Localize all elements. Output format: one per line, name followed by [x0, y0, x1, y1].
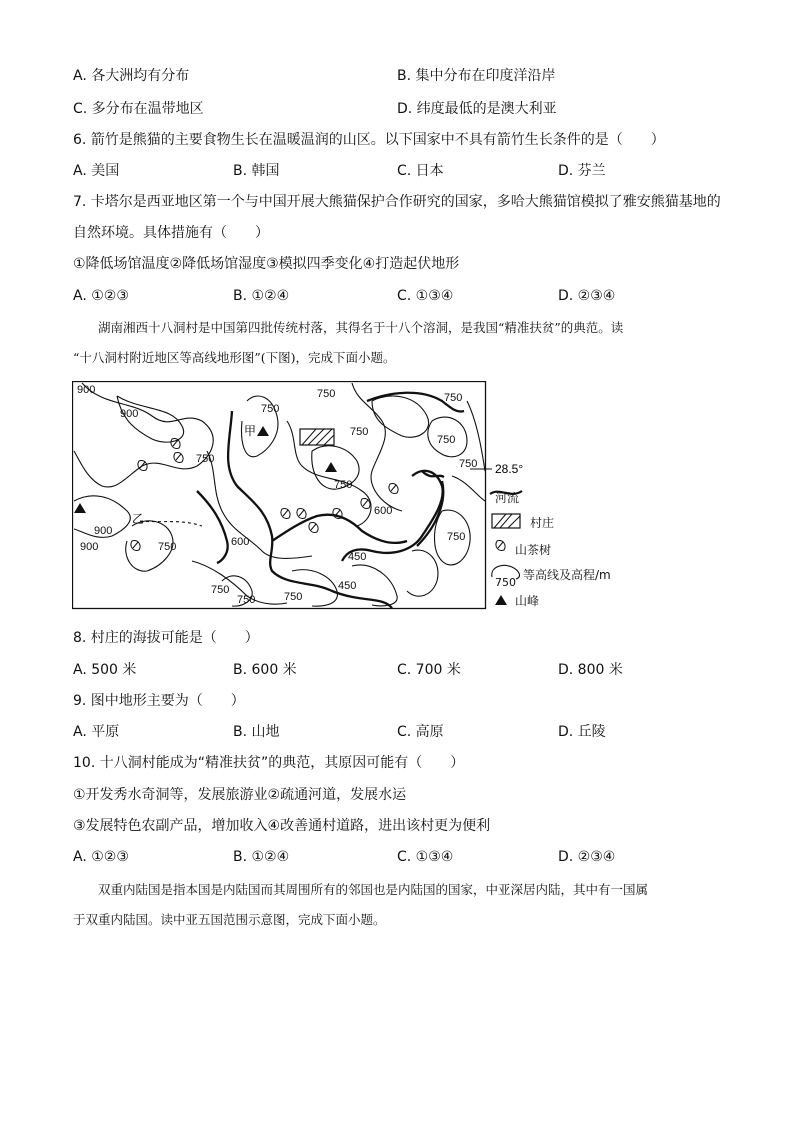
q7-stem-line2: 自然环境。具体措施有（ ）: [73, 225, 269, 241]
q8-option-b: B. 600 米: [233, 662, 297, 678]
legend-village-label: 村庄: [530, 516, 555, 530]
contour-label: 750: [284, 591, 303, 603]
contour-label: 450: [338, 580, 357, 592]
q5-option-d: D. 纬度最低的是澳大利亚: [397, 101, 557, 117]
q10-option-c: C. ①③④: [397, 849, 454, 865]
q9-option-d: D. 丘陵: [558, 724, 606, 740]
q9-option-a: A. 平原: [73, 724, 120, 740]
legend-river-label: 河流: [495, 491, 520, 505]
contour-label: 750: [196, 453, 215, 465]
contour-label: 750: [459, 458, 478, 470]
q10-choices-line1: ①开发秀水奇洞等，发展旅游业②疏通河道，发展水运: [73, 787, 407, 803]
q9-option-b: B. 山地: [233, 724, 280, 740]
q6-option-b: B. 韩国: [233, 163, 280, 179]
contour-label: 450: [348, 551, 367, 563]
contour-label: 750: [317, 388, 336, 400]
q10-option-b: B. ①②④: [233, 849, 290, 865]
legend-contour-label: 等高线及高程/m: [523, 568, 611, 582]
contour-label: 750: [444, 392, 463, 404]
contour-label: 900: [80, 541, 99, 553]
q7-option-d: D. ②③④: [558, 288, 616, 304]
q6-option-c: C. 日本: [397, 163, 444, 179]
q7-option-b: B. ①②④: [233, 288, 290, 304]
contour-map: [72, 381, 732, 613]
q8-stem: 8. 村庄的海拔可能是（ ）: [73, 630, 259, 646]
q6-option-a: A. 美国: [73, 163, 120, 179]
contour-label: 900: [94, 525, 113, 537]
contour-label: 750: [447, 531, 466, 543]
passage2-line1: 双重内陆国是指本国是内陆国而其周围所有的邻国也是内陆国的国家，中亚深居内陆，其中有一国属: [98, 882, 649, 897]
q7-choices: ①降低场馆温度②降低场馆湿度③模拟四季变化④打造起伏地形: [73, 256, 460, 272]
contour-label: 600: [231, 536, 250, 548]
contour-label: 750: [261, 403, 280, 415]
q10-option-d: D. ②③④: [558, 849, 616, 865]
q10-stem: 10. 十八洞村能成为“精准扶贫”的典范，其原因可能有（ ）: [73, 755, 465, 771]
q6-stem: 6. 箭竹是熊猫的主要食物生长在温暖温润的山区。以下国家中不具有箭竹生长条件的是（ ）: [73, 132, 665, 148]
q8-option-a: A. 500 米: [73, 662, 137, 678]
contour-label: 750: [211, 584, 230, 596]
q9-stem: 9. 图中地形主要为（ ）: [73, 693, 245, 709]
q5-option-b: B. 集中分布在印度洋沿岸: [397, 68, 556, 84]
legend-peak-label: 山峰: [515, 594, 540, 608]
legend-peak-icon: [495, 595, 507, 605]
q10-choices-line2: ③发展特色农副产品，增加收入④改善通村道路，进出该村更为便利: [73, 818, 491, 834]
village-symbol: [300, 429, 334, 445]
contour-label: 750: [334, 479, 353, 491]
contour-label: 900: [120, 408, 139, 420]
passage1-line1: 湖南湘西十八洞村是中国第四批传统村落，其得名于十八个溶洞，是我国“精准扶贫”的典范。读: [98, 320, 624, 335]
contour-label: 750: [350, 426, 369, 438]
legend-village-symbol: [492, 514, 520, 528]
legend-camellia-icon: [496, 541, 505, 551]
q9-option-c: C. 高原: [397, 724, 444, 740]
q8-option-d: D. 800 米: [558, 662, 623, 678]
q7-stem-line1: 7. 卡塔尔是西亚地区第一个与中国开展大熊猫保护合作研究的国家，多哈大熊猫馆模拟了雅安熊猫基地的: [73, 194, 721, 210]
legend-contour-value: 750: [495, 576, 516, 589]
q7-option-a: A. ①②③: [73, 288, 129, 304]
q6-option-d: D. 芬兰: [558, 163, 606, 179]
contour-label: 750: [158, 541, 177, 553]
place-jia: 甲: [244, 424, 257, 438]
contour-label: 750: [237, 594, 256, 606]
q8-option-c: C. 700 米: [397, 662, 461, 678]
q5-option-c: C. 多分布在温带地区: [73, 101, 204, 117]
place-yi: 乙: [132, 512, 145, 526]
contour-label: 750: [437, 434, 456, 446]
contour-label: 600: [374, 505, 393, 517]
passage2-line2: 于双重内陆国。读中亚五国范围示意图，完成下面小题。: [73, 912, 386, 927]
legend-camellia-label: 山茶树: [515, 543, 552, 557]
contour-label: 900: [77, 384, 96, 396]
latitude-label: 28.5°: [495, 462, 524, 476]
q7-option-c: C. ①③④: [397, 288, 454, 304]
passage1-line2: “十八洞村附近地区等高线地形图”(下图)，完成下面小题。: [73, 350, 396, 365]
q5-option-a: A. 各大洲均有分布: [73, 68, 190, 84]
q10-option-a: A. ①②③: [73, 849, 129, 865]
